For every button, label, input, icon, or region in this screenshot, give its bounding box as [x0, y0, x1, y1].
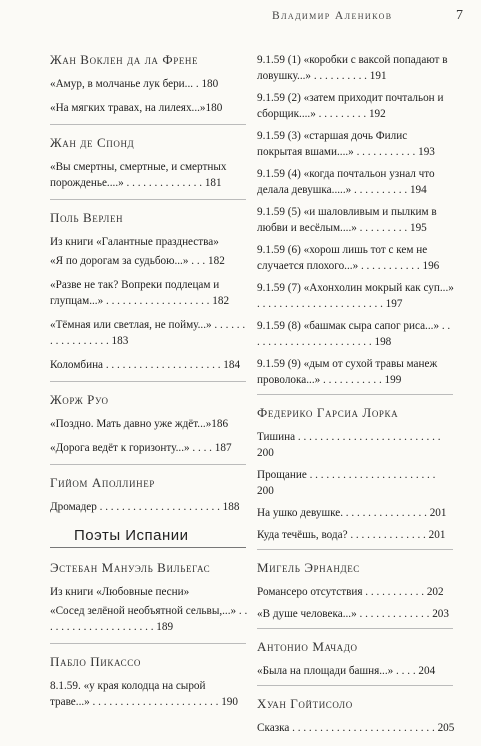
- author-heading: Пабло Пикассо: [50, 654, 141, 669]
- toc-entry: 9.1.59 (6) «хорош лишь тот с кем не случается плохого...» . . . . . . . . . . . 196: [257, 244, 440, 272]
- toc-entry: «Амур, в молчанье лук бери... . 180: [50, 78, 219, 90]
- author-heading: Мигель Эрнандес: [257, 560, 360, 575]
- toc-section: [50, 210, 248, 382]
- toc-entry: 9.1.59 (8) «башмак сыра сапог риса...» . . . . . . . . . . . . . . . . . . . . . . . 198: [257, 320, 451, 348]
- toc-entry: Коломбина . . . . . . . . . . . . . . . . . . . . . 184: [50, 359, 241, 371]
- author-heading: Жан де Спонд: [50, 135, 135, 150]
- toc-entry: 9.1.59 (9) «дым от сухой травы манеж проволока...» . . . . . . . . . . . 199: [257, 358, 438, 386]
- toc-subheading: Из книги «Галантные празднества»: [50, 236, 219, 248]
- section-divider: [50, 199, 246, 200]
- toc-section: [50, 392, 248, 465]
- toc-entry: Романсеро отсутствия . . . . . . . . . . . 202: [257, 586, 444, 598]
- author-heading: Гийом Аполлинер: [50, 475, 155, 490]
- section-divider: [257, 685, 453, 686]
- section-divider: [50, 464, 246, 465]
- toc-entry: «Была на площади башня...» . . . . 204: [257, 665, 436, 677]
- section-divider: [50, 124, 246, 125]
- author-heading: Эстебан Мануэль Вильегас: [50, 560, 211, 575]
- section-divider: [257, 628, 453, 629]
- toc-section: [50, 654, 248, 710]
- toc-section: [257, 696, 455, 736]
- running-title: Владимир Алеников: [272, 10, 393, 22]
- author-heading: Жорж Руо: [50, 392, 109, 407]
- toc-entry: «Сосед зелёной необъятной сельвы,...» . . . . . . . . . . . . . . . . . . . . . 189: [50, 605, 248, 633]
- toc-section: [257, 639, 455, 686]
- part-heading: Поэты Испании: [74, 527, 189, 544]
- toc-section: [50, 135, 248, 200]
- toc-entry: На ушко девушке. . . . . . . . . . . . . . . . 201: [257, 507, 447, 519]
- toc-entry: «Разве не так? Вопреки подлецам и глупцам...» . . . . . . . . . . . . . . . . . . . 182: [50, 279, 230, 307]
- toc-entry: 9.1.59 (5) «и шаловливым и пылким в любви и весёлым....» . . . . . . . . . 195: [257, 206, 437, 234]
- toc-section: [50, 560, 248, 644]
- section-divider: [50, 643, 246, 644]
- toc-entry: 8.1.59. «у края колодца на сырой траве...» . . . . . . . . . . . . . . . . . . . . . . . 190: [50, 680, 238, 708]
- toc-entry: «Вы смертны, смертные, и смертных порожденье....» . . . . . . . . . . . . . . 181: [50, 161, 227, 189]
- toc-entry: «Я по дорогам за судьбою...» . . . 182: [50, 255, 225, 267]
- page-number: 7: [456, 8, 463, 23]
- toc-entry: 9.1.59 (4) «когда почтальон узнал что делала девушка.....» . . . . . . . . . . 194: [257, 168, 435, 196]
- author-heading: Антонио Мачадо: [257, 639, 358, 654]
- section-divider: [257, 394, 453, 395]
- running-header: [0, 4, 481, 28]
- toc-entry: Дромадер . . . . . . . . . . . . . . . . . . . . . . 188: [50, 501, 240, 513]
- toc-section: [257, 560, 455, 629]
- toc-entry: 9.1.59 (7) «Ахонхолин мокрый как суп...» . . . . . . . . . . . . . . . . . . . . . . . 197: [257, 282, 454, 310]
- toc-entry: 9.1.59 (1) «коробки с ваксой попадают в ловушку...» . . . . . . . . . . 191: [257, 54, 448, 82]
- author-heading: Поль Верлен: [50, 210, 124, 225]
- author-heading: Жан Воклен да ла Френе: [50, 52, 199, 67]
- author-heading: Федерико Гарсиа Лорка: [257, 405, 399, 420]
- toc-entry: «Поздно. Мать давно уже ждёт...»186: [50, 418, 229, 430]
- toc-entry: Прощание . . . . . . . . . . . . . . . . . . . . . . . 200: [257, 469, 436, 497]
- toc-left-column: [50, 52, 248, 720]
- toc-entry: Тишина . . . . . . . . . . . . . . . . . . . . . . . . . . 200: [257, 431, 441, 459]
- toc-subheading: Из книги «Любовные песни»: [50, 586, 190, 598]
- part-rule: [50, 547, 246, 548]
- toc-entry: «В душе человека...» . . . . . . . . . . . . . 203: [257, 608, 449, 620]
- toc-entry: 9.1.59 (3) «старшая дочь Филис покрытая вшами....» . . . . . . . . . . . 193: [257, 130, 435, 158]
- toc-entry: «Дорога ведёт к горизонту...» . . . . 187: [50, 442, 232, 454]
- toc-entry: 9.1.59 (2) «затем приходит почтальон и сборщик....» . . . . . . . . . 192: [257, 92, 444, 120]
- toc-right-column: [257, 52, 455, 746]
- author-heading: Хуан Гойтисоло: [257, 696, 353, 711]
- toc-section: [50, 475, 248, 515]
- section-divider: [50, 381, 246, 382]
- toc-entry: Куда течёшь, вода? . . . . . . . . . . . . . . 201: [257, 529, 446, 541]
- toc-entry: Сказка . . . . . . . . . . . . . . . . . . . . . . . . . . 205: [257, 722, 455, 734]
- toc-section: [257, 52, 455, 395]
- toc-section: [50, 52, 248, 125]
- section-divider: [257, 549, 453, 550]
- toc-entry: «На мягких травах, на лилеях...»180: [50, 102, 223, 114]
- toc-section: [257, 405, 455, 550]
- toc-entry: «Тёмная или светлая, не пойму...» . . . . . . . . . . . . . . . . . 183: [50, 319, 246, 347]
